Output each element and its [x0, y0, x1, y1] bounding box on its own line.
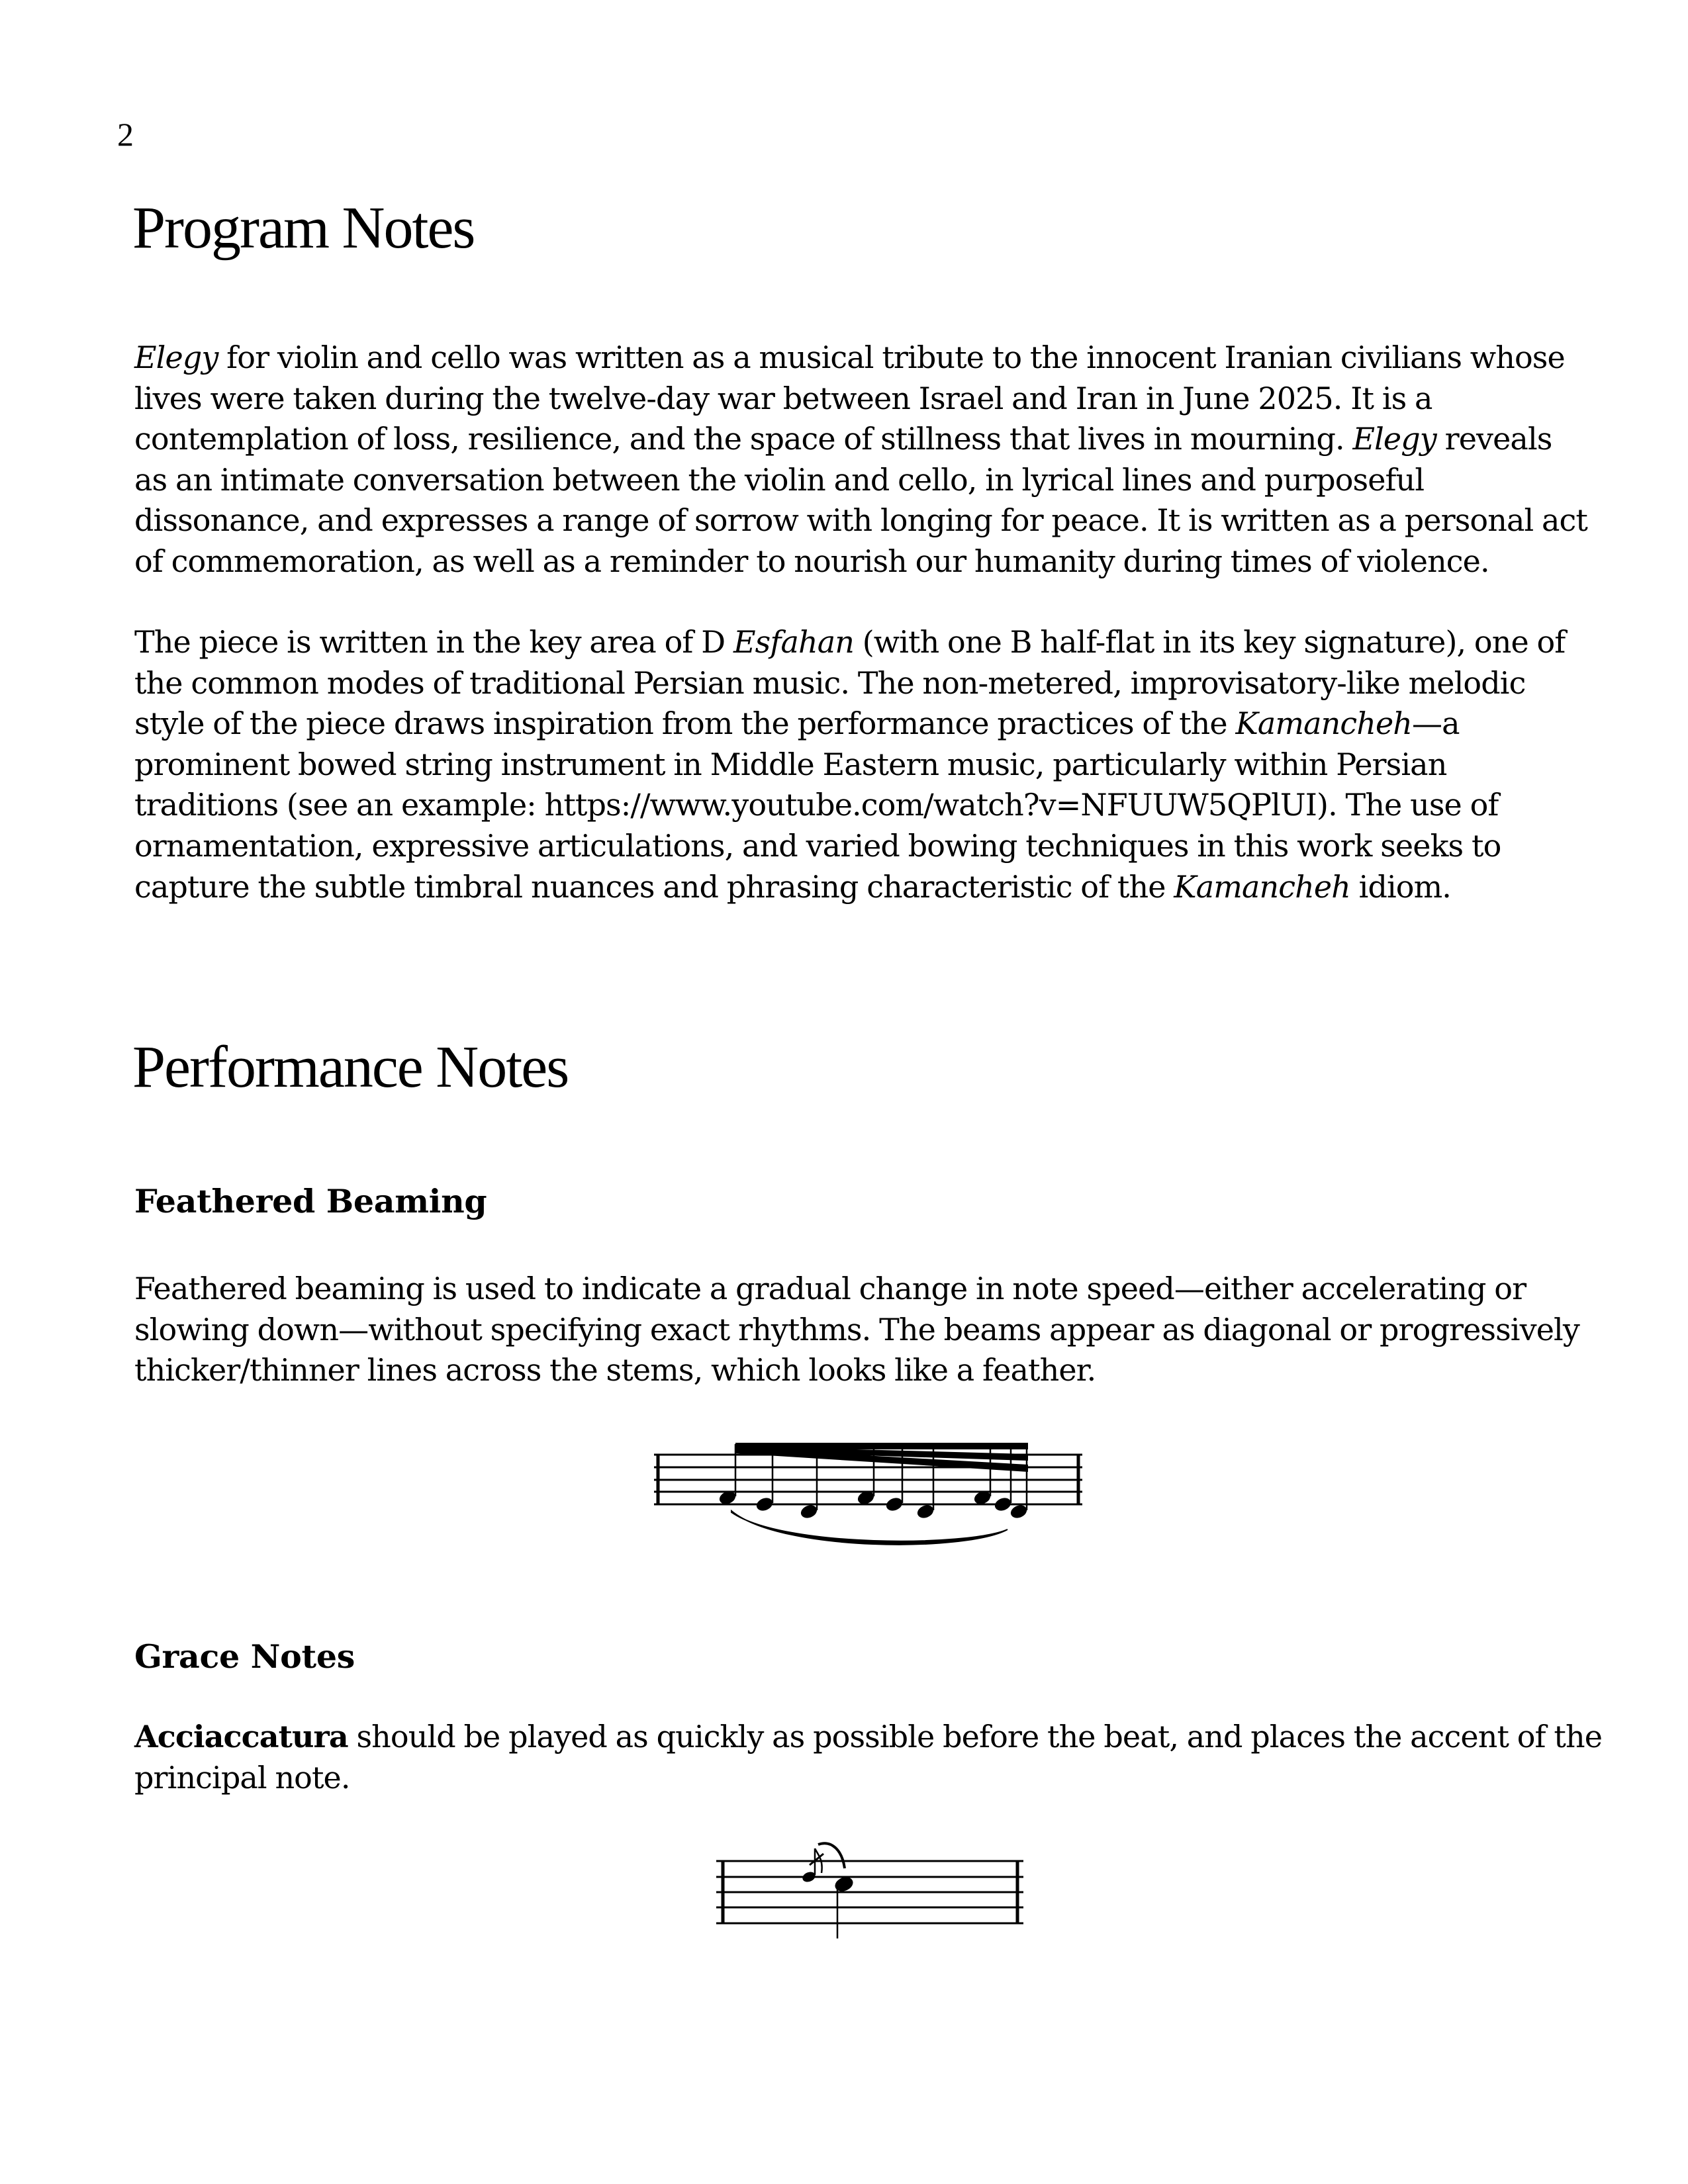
text-run: slowing down—without specifying exact rhythms. The beams appear as diagonal or progressively [134, 1311, 1579, 1347]
text-run: reveals [1436, 421, 1552, 457]
italic-text: Elegy [134, 340, 218, 375]
program-notes-heading: Program Notes [132, 195, 475, 261]
feathered-beaming-heading: Feathered Beaming [134, 1182, 487, 1220]
text-run: contemplation of loss, resilience, and the space of stillness that lives in mourning. [134, 421, 1353, 457]
text-run: —a [1412, 705, 1460, 742]
italic-text: Elegy [1352, 421, 1436, 457]
text-run: capture the subtle timbral nuances and phrasing characteristic of the [134, 868, 1174, 905]
text-run: for violin and cello was written as a musical tribute to the innocent Iranian civilians whose [218, 340, 1565, 375]
text-run: idiom. [1350, 868, 1452, 905]
text-run: dissonance, and expresses a range of sorrow with longing for peace. It is written as a personal act [134, 502, 1587, 539]
text-run: prominent bowed string instrument in Middle Eastern music, particularly within Persian [134, 746, 1447, 782]
text-run: traditions (see an example: https://www.youtube.com/watch?v=NFUUW5QPlUI). The use of [134, 787, 1499, 823]
performance-notes-heading: Performance Notes [132, 1034, 569, 1100]
text-run: the common modes of traditional Persian music. The non-metered, improvisatory-like melodic [134, 664, 1526, 701]
grace-staff [716, 1861, 1023, 1923]
italic-text: Kamancheh [1235, 705, 1413, 742]
text-run: as an intimate conversation between the violin and cello, in lyrical lines and purposeful [134, 461, 1425, 498]
italic-text: Esfahan [733, 624, 854, 660]
bold-term: Acciaccatura [134, 1719, 348, 1754]
page-number: 2 [117, 116, 134, 153]
text-run: style of the piece draws inspiration from the performance practices of the [134, 705, 1236, 742]
text-run: ornamentation, expressive articulations, and varied bowing techniques in this work seeks to [134, 827, 1501, 864]
text-run: lives were taken during the twelve-day war between Israel and Iran in June 2025. It is a [134, 380, 1432, 416]
text-run: principal note. [134, 1759, 350, 1796]
text-run: thicker/thinner lines across the stems, which looks like a feather. [134, 1352, 1096, 1388]
italic-text: Kamancheh [1174, 868, 1350, 905]
text-run: (with one B half-flat in its key signature), one of [853, 624, 1566, 660]
text-run: The piece is written in the key area of D [134, 624, 733, 660]
text-run: Feathered beaming is used to indicate a gradual change in note speed—either accelerating or [134, 1271, 1526, 1306]
text-run: should be played as quickly as possible before the beat, and places the accent of the [348, 1719, 1603, 1754]
grace-notes-heading: Grace Notes [134, 1637, 355, 1676]
text-run: of commemoration, as well as a reminder to nourish our humanity during times of violence. [134, 543, 1489, 579]
